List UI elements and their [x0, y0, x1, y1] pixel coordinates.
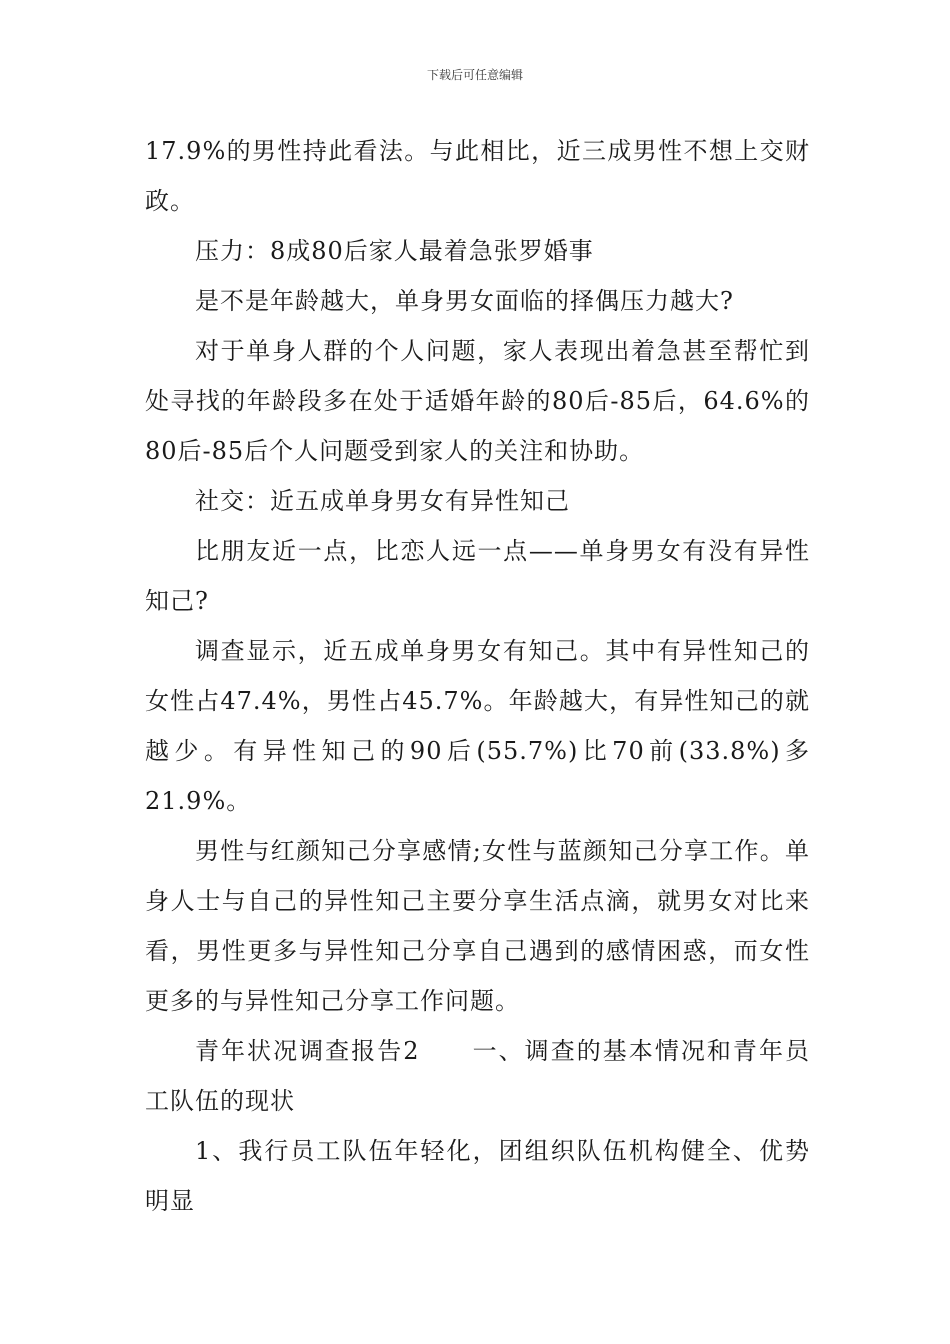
paragraph-team-structure: 1、我行员工队伍年轻化，团组织队伍机构健全、优势明显	[145, 1137, 810, 1215]
paragraph-survey-results: 调查显示，近五成单身男女有知己。其中有异性知己的女性占47.4%，男性占45.7%。年龄越大，有异性知己的就越少。有异性知己的90后(55.7%)比70前(33.8%)多21.9%。	[145, 637, 810, 815]
section-heading-pressure: 压力：8成80后家人最着急张罗婚事	[195, 237, 594, 265]
section-heading-social: 社交：近五成单身男女有异性知己	[195, 487, 570, 515]
paragraph-family-concern: 对于单身人群的个人问题，家人表现出着急甚至帮忙到处寻找的年龄段多在处于适婚年龄的80后-85后，64.6%的80后-85后个人问题受到家人的关注和协助。	[145, 337, 810, 465]
paragraph-confidant-question: 比朋友近一点，比恋人远一点——单身男女有没有异性知己?	[145, 537, 810, 615]
section-heading-report-2: 青年状况调查报告2 一、调查的基本情况和青年员工队伍的现状	[145, 1037, 810, 1115]
paragraph-continuation: 17.9%的男性持此看法。与此相比，近三成男性不想上交财政。	[145, 137, 810, 215]
page-header: 下载后可任意编辑	[426, 68, 523, 82]
paragraph-question: 是不是年龄越大，单身男女面临的择偶压力越大?	[195, 287, 734, 315]
paragraph-sharing: 男性与红颜知己分享感情;女性与蓝颜知己分享工作。单身人士与自己的异性知己主要分享生活点滴，就男女对比来看，男性更多与异性知己分享自己遇到的感情困惑，而女性更多的与异性知己分享工作问题。	[145, 837, 810, 1015]
document-body	[145, 126, 810, 1226]
